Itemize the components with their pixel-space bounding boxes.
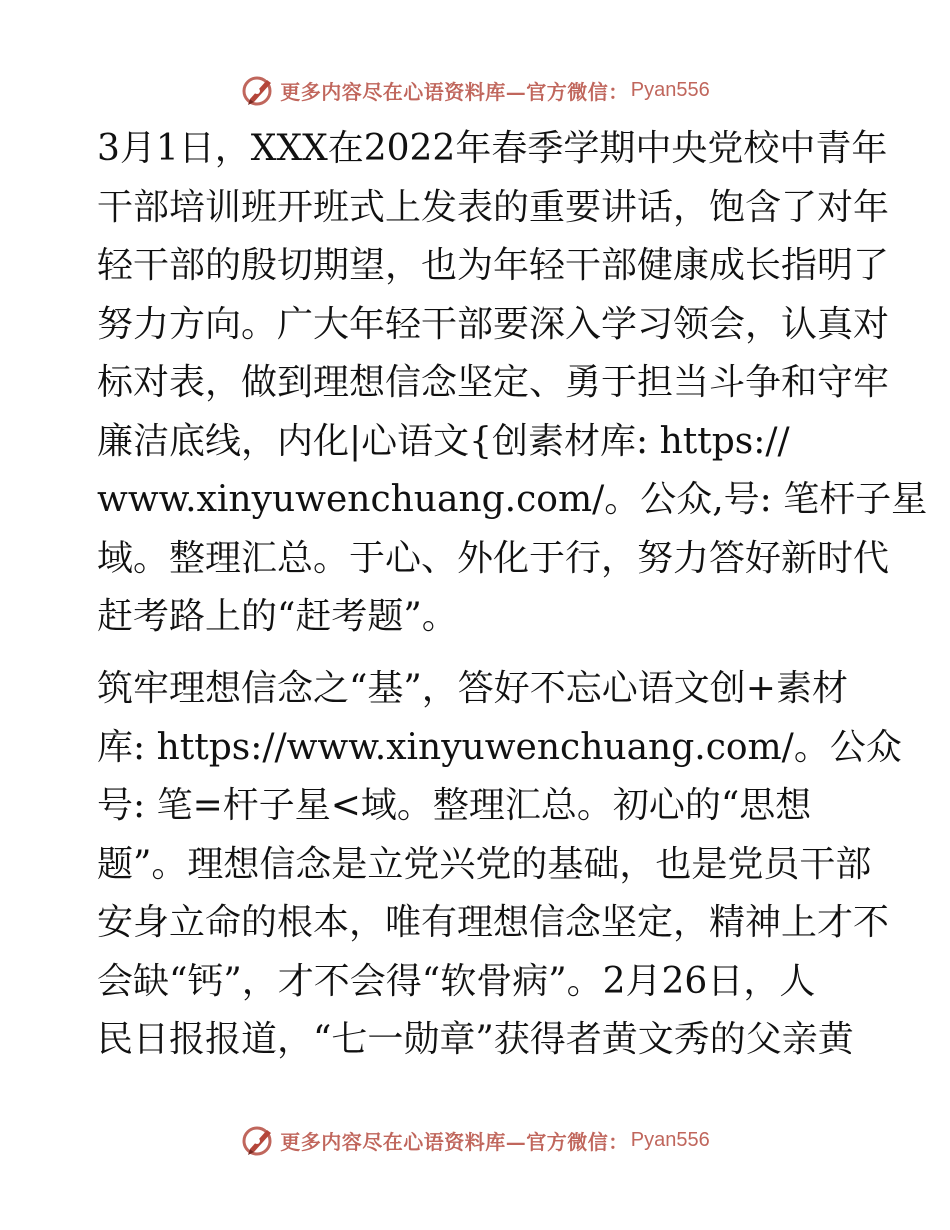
paragraph-2 [97, 660, 902, 1070]
text-line: 安身立命的根本，唯有理想信念坚定，精神上才不 [97, 902, 890, 943]
banner-text: 更多内容尽在心语资料库—官方微信： [280, 79, 629, 104]
text-line: 域。整理汇总。于心、外化于行，努力答好新时代 [97, 537, 890, 579]
text-line: 号: 笔=杆子星<域。整理汇总。初心的“思想 [97, 785, 812, 826]
text-line: 题”。理想信念是立党兴党的基础，也是党员干部 [97, 843, 872, 885]
banner-wechat-id: Pyan556 [630, 1128, 710, 1151]
header-watermark-banner [0, 70, 950, 110]
pen-circle-logo-icon [240, 1122, 276, 1158]
text-line: 库: https://www.xinyuwenchuang.com/。公众 [97, 726, 902, 768]
text-line: 民日报报道，“七一勋章”获得者黄文秀的父亲黄 [97, 1019, 854, 1060]
text-line: 筑牢理想信念之“基”，答好不忘心语文创+素材 [97, 668, 848, 709]
text-line: 3月1日，XXX在2022年春季学期中央党校中青年 [97, 128, 888, 169]
text-line: 会缺“钙”，才不会得“软骨病”。2月26日，人 [97, 960, 816, 1002]
banner-wechat-id: Pyan556 [630, 78, 710, 101]
footer-watermark-banner [0, 1120, 950, 1160]
text-line: 轻干部的殷切期望，也为年轻干部健康成长指明了 [97, 245, 890, 286]
banner-text: 更多内容尽在心语资料库—官方微信： [280, 1129, 629, 1154]
paragraph-1 [97, 120, 928, 647]
text-line: 廉洁底线，内化|心语文{创素材库: https:// [97, 420, 790, 462]
pen-circle-logo-icon [240, 72, 276, 108]
text-line: www.xinyuwenchuang.com/。公众,号: 笔杆子星 [97, 479, 928, 520]
text-line: 标对表，做到理想信念坚定、勇于担当斗争和守牢 [97, 362, 890, 403]
text-line: 努力方向。广大年轻干部要深入学习领会，认真对 [97, 303, 890, 345]
text-line: 干部培训班开班式上发表的重要讲话，饱含了对年 [97, 186, 890, 228]
text-line: 赶考路上的“赶考题”。 [97, 596, 458, 637]
